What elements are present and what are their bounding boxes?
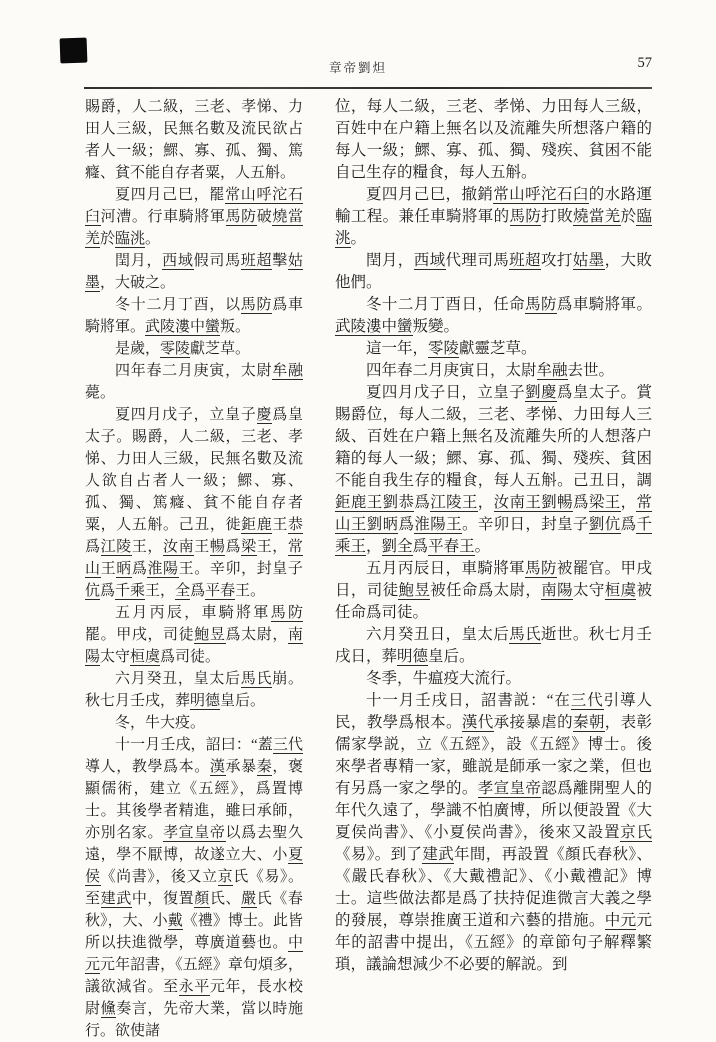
proper-noun-underline: 劉暢 — [541, 494, 573, 511]
header-rule — [84, 87, 652, 89]
text-run: ， — [366, 538, 382, 555]
proper-noun-underline: 馬氏 — [509, 626, 542, 643]
proper-noun-underline: 燒當羌 — [85, 209, 303, 247]
text-run: 。 — [474, 538, 491, 555]
text-run: 中，復置 — [131, 891, 195, 907]
text-run: 四年春二月庚寅日，太尉 — [366, 362, 537, 379]
proper-noun-underline: 常山 — [225, 187, 257, 203]
proper-noun-underline: 牟融 — [536, 362, 568, 379]
proper-noun-underline: 馬防 — [270, 605, 303, 621]
text-run: 。 — [145, 231, 161, 247]
text-run: 攻打 — [540, 252, 573, 269]
text-run: 假司馬 — [193, 253, 241, 269]
text-run: 承接暴虐的 — [493, 714, 573, 731]
text-run: 夏四月戊子日，立皇子 — [366, 384, 526, 401]
text-run: 的水路運輸工程。兼任車騎將軍的 — [335, 186, 652, 225]
translation-paragraph — [335, 96, 652, 184]
text-run: 。 — [350, 230, 367, 247]
text-run: 夏四月己巳，撤銷 — [366, 186, 494, 203]
proper-noun-underline: 武陵 — [145, 319, 176, 335]
proper-noun-underline: 中元 — [604, 912, 637, 929]
text-run: 閏月， — [115, 253, 163, 269]
text-run: 四年春二月庚寅，太尉 — [115, 363, 273, 379]
proper-noun-underline: 常山 — [493, 186, 526, 203]
text-run: 奏言，先帝大業，當以時施行。欲使諸 — [85, 1001, 303, 1039]
text-run: 破 — [256, 209, 273, 225]
text-run: 爲 — [100, 583, 116, 599]
proper-noun-underline: 漊中蠻 — [366, 318, 413, 335]
text-run: 爲皇太子。賞賜爵位，每人二級，三老、孝悌、力田每人三級、百姓在户籍上無名及流離失所的人想落户籍的每人一級；鰥、寡、孤、獨、殘疾、貧困不能自我生存的糧食，每人五斛。己丑日，調 — [335, 384, 652, 489]
proper-noun-underline: 西域 — [162, 253, 194, 269]
text-run: 爲 — [398, 516, 415, 533]
proper-noun-underline: 南陽 — [85, 627, 303, 665]
proper-noun-underline: 班超 — [240, 253, 273, 269]
proper-noun-underline: 班超 — [509, 252, 541, 269]
classical-paragraph — [85, 712, 303, 734]
text-run: 河漕。行車騎將軍 — [100, 209, 226, 225]
proper-noun-underline: 呼沱 — [525, 186, 557, 203]
proper-noun-underline: 漊中蠻 — [175, 319, 221, 335]
translation-paragraph — [335, 690, 652, 976]
translation-paragraph — [335, 294, 652, 338]
text-run: 引導人民，教學爲根本。 — [335, 692, 652, 731]
translation-paragraph — [335, 360, 652, 382]
text-run: 於 — [100, 231, 116, 247]
proper-noun-underline: 孝宣皇帝 — [163, 825, 226, 841]
translation-paragraph — [335, 338, 652, 360]
text-run: 王 — [100, 561, 117, 577]
text-run: 皇后。 — [428, 648, 475, 665]
text-run: 太守 — [100, 649, 131, 665]
classical-paragraph — [85, 338, 303, 360]
text-run: 王， — [256, 539, 288, 555]
proper-noun-underline: 鉅鹿王 — [335, 494, 383, 511]
proper-noun-underline: 馬防 — [525, 296, 557, 313]
text-run: 爲皇太子。賜爵，人二級，三老、孝悌、力田人三級，民無名數及流人欲自占者人一級；鰥、寡、孤、獨、篤癃、貧不能自存者粟，人五斛。己丑，徙 — [85, 407, 303, 533]
text-run: 六月癸丑日，皇太后 — [366, 626, 510, 643]
text-run: 被任命爲太尉， — [430, 582, 542, 599]
text-run: 爲 — [573, 494, 589, 511]
text-run: 是歲， — [115, 341, 161, 357]
proper-noun-underline: 京氏 — [620, 824, 652, 841]
proper-noun-underline: 建武 — [100, 891, 132, 907]
text-run: 元年的詔書中提出，《五經》的章節句子解釋繁瑣，議論想減少不必要的解説。到 — [335, 912, 652, 973]
proper-noun-underline: 牟融 — [272, 363, 303, 379]
text-run: ，大敗他們。 — [335, 252, 652, 291]
text-run: 爲 — [225, 539, 242, 555]
classical-paragraph — [85, 184, 303, 250]
text-run: 薨。 — [85, 385, 116, 401]
proper-noun-underline: 漢代 — [461, 714, 494, 731]
translation-paragraph — [335, 668, 652, 690]
proper-noun-underline: 秦朝 — [572, 714, 605, 731]
text-run: 夏四月戊子，立皇子 — [115, 407, 257, 423]
proper-noun-underline: 顏 — [194, 891, 210, 907]
proper-noun-underline: 江陵王 — [430, 494, 478, 511]
proper-noun-underline: 馬氏 — [240, 671, 273, 687]
page-number: 57 — [637, 55, 652, 71]
proper-noun-underline: 常山王 — [335, 494, 652, 533]
proper-noun-underline: 汝南王 — [493, 494, 542, 511]
translation-paragraph — [335, 382, 652, 558]
text-run: 六月癸丑，皇太后 — [115, 671, 241, 687]
text-run: 獻芝草。 — [190, 341, 251, 357]
classical-paragraph — [85, 96, 303, 184]
proper-noun-underline: 中元 — [85, 935, 303, 973]
text-run: 這一年， — [366, 340, 429, 357]
text-run: 十一月壬戌，詔曰：“蓋 — [115, 737, 273, 753]
translation-paragraph — [335, 184, 652, 250]
text-run: 於 — [620, 208, 637, 225]
text-run: 爲 — [85, 539, 101, 555]
text-run: 叛變。 — [412, 318, 460, 335]
proper-noun-underline: 零陵 — [160, 341, 191, 357]
proper-noun-underline: 劉慶 — [525, 384, 557, 401]
proper-noun-underline: 梁王 — [588, 494, 621, 511]
proper-noun-underline: 永平 — [178, 979, 210, 995]
proper-noun-underline: 馬防 — [509, 208, 542, 225]
running-head-title: 章帝劉炟 — [328, 61, 387, 75]
text-run: 罷。甲戌，司徒 — [85, 627, 195, 643]
proper-noun-underline: 儵 — [100, 1001, 117, 1017]
classical-paragraph — [85, 404, 303, 602]
text-run: 逝世。秋七月壬戌日，葬 — [335, 626, 652, 665]
proper-noun-underline: 暢 — [209, 539, 226, 555]
proper-noun-underline: 嚴 — [241, 891, 257, 907]
text-run: 認爲離開聖人的年代久遠了，學識不怕廣博，所以便設置《大夏侯尚書》、《小夏侯尚書》，後來又設置 — [335, 780, 652, 841]
proper-noun-underline: 伉 — [85, 583, 101, 599]
text-run: 代理司馬 — [445, 252, 510, 269]
text-run: 爲車騎將軍。 — [556, 296, 652, 313]
text-run: 爲 — [190, 583, 206, 599]
proper-noun-underline: 馬防 — [525, 560, 557, 577]
proper-noun-underline: 三代 — [570, 692, 604, 709]
proper-noun-underline: 平春王 — [428, 538, 475, 555]
text-run: 王 — [194, 539, 210, 555]
text-run: 冬十二月丁酉日，任命 — [366, 296, 526, 313]
text-run: 爲車騎將軍。 — [85, 297, 303, 335]
proper-noun-underline: 孝宣皇帝 — [477, 780, 542, 797]
proper-noun-underline: 南陽 — [541, 582, 573, 599]
proper-noun-underline: 臨洮 — [335, 208, 652, 247]
text-run: 叛。 — [220, 319, 251, 335]
text-run: 《禮》博士。此皆所以扶進微學，尊廣道藝也。 — [85, 913, 303, 951]
proper-noun-underline: 江陵 — [100, 539, 132, 555]
proper-noun-underline: 戴 — [167, 913, 183, 929]
text-run: 被罷官。甲戌日，司徒 — [335, 560, 652, 599]
text-run: 爲 — [620, 516, 637, 533]
proper-noun-underline: 秦 — [256, 759, 273, 775]
classical-paragraph — [85, 734, 303, 1042]
proper-noun-underline: 劉全 — [381, 538, 413, 555]
text-run: 承暴 — [225, 759, 257, 775]
proper-noun-underline: 桓虞 — [604, 582, 637, 599]
text-run: 爲 — [131, 561, 148, 577]
text-run: 去世。 — [567, 362, 615, 379]
proper-noun-underline: 桓虞 — [130, 649, 161, 665]
text-run: 導人，教學爲本。 — [85, 759, 210, 775]
text-run: 爲 — [414, 494, 431, 511]
proper-noun-underline: 馬防 — [225, 209, 257, 225]
text-run: 以爲去聖久遠，學不厭博，故遂立大、小 — [85, 825, 303, 863]
proper-noun-underline: 臨洮 — [115, 231, 146, 247]
proper-noun-underline: 劉伉 — [588, 516, 621, 533]
text-run: 夏四月己巳，罷 — [115, 187, 226, 203]
text-run: 。辛卯日，封皇子 — [461, 516, 589, 533]
proper-noun-underline: 馬防 — [240, 297, 273, 313]
text-run: 五月丙辰，車騎將軍 — [115, 605, 271, 621]
text-run: ，褒顯儒術，建立《五經》，爲置博士。其後學者精進，雖曰承師，亦別名家。 — [85, 759, 303, 841]
proper-noun-underline: 汝南 — [163, 539, 195, 555]
text-run: 崩。秋七月壬戌，葬 — [85, 671, 303, 709]
classical-paragraph — [85, 250, 303, 294]
text-run: 五月丙辰日，車騎將軍 — [366, 560, 526, 577]
proper-noun-underline: 京 — [217, 869, 234, 885]
text-run: ，表彰儒家學説，立《五經》，設《五經》博士。後來學者專精一家，雖説是師承一家之業，但也有另爲一家之學的。 — [335, 714, 652, 797]
proper-noun-underline: 三代 — [272, 737, 303, 753]
text-run: 爲司徒。 — [160, 649, 221, 665]
proper-noun-underline: 鮑昱 — [398, 582, 431, 599]
proper-noun-underline: 鮑昱 — [194, 627, 226, 643]
proper-noun-underline: 呼沱 — [256, 187, 288, 203]
text-run: 氏《春秋》，大、小 — [85, 891, 303, 929]
proper-noun-underline: 西域 — [413, 252, 446, 269]
proper-noun-underline: 淮陽王 — [414, 516, 462, 533]
proper-noun-underline: 梁 — [241, 539, 257, 555]
proper-noun-underline: 昞 — [116, 561, 132, 577]
text-run: 位，每人二級，三老、孝悌、力田每人三級，百姓中在户籍上無名以及流離失所想落户籍的每人一級；鰥、寡、孤、獨、殘疾、貧困不能自己生存的糧食，每人五斛。 — [335, 98, 652, 181]
proper-noun-underline: 劉恭 — [382, 494, 415, 511]
classical-paragraph — [85, 294, 303, 338]
text-run: 冬季，牛瘟疫大流行。 — [366, 670, 522, 687]
text-run: 王。辛卯，封皇子 — [178, 561, 303, 577]
text-run: 氏、 — [209, 891, 242, 907]
text-run: 閏月， — [366, 252, 414, 269]
text-run: 冬十二月丁酉，以 — [115, 297, 241, 313]
proper-noun-underline: 劉昞 — [366, 516, 399, 533]
text-run: 元年詔書，《五經》章句煩多，議欲減省。至 — [85, 957, 303, 995]
text-run: 獻靈芝草。 — [459, 340, 537, 357]
translation-paragraph — [335, 624, 652, 668]
text-run: 年間，再設置《顏氏春秋》、《嚴氏春秋》、《大戴禮記》、《小戴禮記》博士。這些做法都是爲了扶持促進微言大義之學的發展，尊崇推廣王道和六藝的措施。 — [335, 846, 652, 929]
text-run: 王， — [145, 583, 176, 599]
text-run: ，大破之。 — [100, 275, 176, 291]
proper-noun-underline: 常山 — [85, 539, 303, 577]
classical-text-column — [85, 96, 303, 1042]
proper-noun-underline: 零陵 — [428, 340, 460, 357]
text-run: 元年，長水校尉 — [85, 979, 303, 1017]
text-run: 氏《易》。至 — [85, 869, 303, 907]
proper-noun-underline: 姑墨 — [85, 253, 303, 291]
proper-noun-underline: 石臼 — [85, 187, 303, 225]
proper-noun-underline: 慶 — [256, 407, 273, 423]
text-run: 王。 — [235, 583, 266, 599]
text-run: ， — [477, 494, 494, 511]
text-run: 王 — [272, 517, 288, 533]
proper-noun-underline: 石臼 — [556, 186, 589, 203]
text-run: 王， — [131, 539, 164, 555]
proper-noun-underline: 千乘王 — [335, 516, 652, 555]
text-run: 爲太尉， — [225, 627, 288, 643]
proper-noun-underline: 姑墨 — [572, 252, 605, 269]
classical-paragraph — [85, 360, 303, 404]
text-run: 太守 — [572, 582, 605, 599]
proper-noun-underline: 全 — [175, 583, 191, 599]
proper-noun-underline: 明德 — [190, 693, 221, 709]
classical-paragraph — [85, 668, 303, 712]
text-run: 被任命爲司徒。 — [335, 582, 652, 621]
text-run: 《尚書》，後又立 — [100, 869, 218, 885]
proper-noun-underline: 武陵 — [335, 318, 367, 335]
proper-noun-underline: 明德 — [397, 648, 429, 665]
translation-paragraph — [335, 558, 652, 624]
text-run: ， — [620, 494, 637, 511]
classical-paragraph — [85, 602, 303, 668]
proper-noun-underline: 漢 — [209, 759, 226, 775]
text-run: 擊 — [272, 253, 288, 269]
text-run: 爲 — [412, 538, 429, 555]
proper-noun-underline: 平春 — [205, 583, 236, 599]
proper-noun-underline: 鉅鹿 — [241, 517, 273, 533]
translation-paragraph — [335, 250, 652, 294]
proper-noun-underline: 淮陽 — [147, 561, 179, 577]
text-run: 《易》。到了 — [335, 846, 423, 863]
translation-text-column — [335, 96, 652, 976]
text-run: 冬，牛大疫。 — [115, 715, 206, 731]
proper-noun-underline: 建武 — [422, 846, 455, 863]
text-run: 打敗 — [541, 208, 573, 225]
text-run: 皇后。 — [220, 693, 266, 709]
proper-noun-underline: 千乘 — [115, 583, 146, 599]
proper-noun-underline: 夏侯 — [85, 847, 303, 885]
proper-noun-underline: 恭 — [287, 517, 303, 533]
proper-noun-underline: 燒當羌 — [572, 208, 621, 225]
text-run: 賜爵，人二級，三老、孝悌、力田人三級，民無名數及流民欲占者人一級；鰥、寡、孤、獨、篤癃、貧不能自存者粟，人五斛。 — [85, 99, 303, 181]
text-run: 十一月壬戌日，詔書説：“在 — [366, 692, 571, 709]
